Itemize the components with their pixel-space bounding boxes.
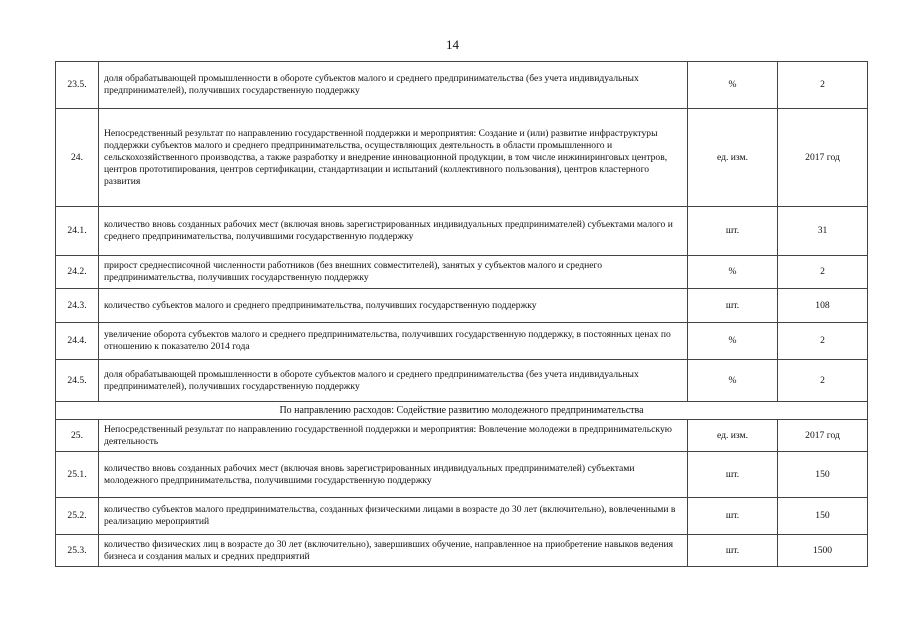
row-value: 2017 год (778, 109, 868, 207)
row-description: доля обрабатывающей промышленности в обороте субъектов малого и среднего предпринимательства (без учета индивидуальных предпринимателей), получивших государственную поддержку (99, 62, 688, 109)
row-unit: шт. (688, 535, 778, 567)
row-number: 24. (56, 109, 99, 207)
row-description: прирост среднесписочной численности работников (без внешних совместителей), занятых у субъектов малого и среднего предпринимательства, получивших государственную поддержку (99, 256, 688, 289)
table-row (56, 289, 868, 323)
row-unit: % (688, 62, 778, 109)
table-row (56, 207, 868, 256)
row-number: 25.2. (56, 498, 99, 535)
row-number: 24.5. (56, 360, 99, 402)
row-number: 24.2. (56, 256, 99, 289)
row-value: 2 (778, 360, 868, 402)
row-number: 25. (56, 420, 99, 452)
table-row (56, 109, 868, 207)
row-description: Непосредственный результат по направлению государственной поддержки и мероприятия: Вовлечение молодежи в предпринимательскую деятельность (99, 420, 688, 452)
row-number: 23.5. (56, 62, 99, 109)
row-unit: шт. (688, 207, 778, 256)
row-number: 24.1. (56, 207, 99, 256)
row-value: 2 (778, 62, 868, 109)
row-number: 25.1. (56, 452, 99, 498)
row-unit: ед. изм. (688, 109, 778, 207)
row-description: количество физических лиц в возрасте до 30 лет (включительно), завершивших обучение, направленное на приобретение навыков ведения бизнеса и создания малых и средних предприятий (99, 535, 688, 567)
table-row (56, 256, 868, 289)
row-description: увеличение оборота субъектов малого и среднего предпринимательства, получивших государственную поддержку, в постоянных ценах по отношению к показателю 2014 года (99, 323, 688, 360)
row-value: 108 (778, 289, 868, 323)
table-row (56, 452, 868, 498)
row-unit: шт. (688, 289, 778, 323)
table-row (56, 323, 868, 360)
row-value: 1500 (778, 535, 868, 567)
page-number: 14 (446, 37, 459, 52)
row-number: 24.3. (56, 289, 99, 323)
row-value: 2017 год (778, 420, 868, 452)
row-description: количество вновь созданных рабочих мест (включая вновь зарегистрированных индивидуальных предпринимателей) субъектами молодежного предпринимательства, получившими государственную поддержку (99, 452, 688, 498)
row-description: доля обрабатывающей промышленности в обороте субъектов малого и среднего предпринимательства (без учета индивидуальных предпринимателей), получивших государственную поддержку (99, 360, 688, 402)
table-row (56, 535, 868, 567)
row-unit: % (688, 256, 778, 289)
row-unit: % (688, 360, 778, 402)
row-description: Непосредственный результат по направлению государственной поддержки и мероприятия: Создание и (или) развитие инфраструктуры поддержки субъектов малого и среднего предпринимательства, осуществляющих деятельность в области промышленного и сельскохозяйственного производства, а также разработку и внедрение инновационной продукции, в том числе инжиниринговых центров, центров прототипирования, центров сертификации, стандартизации и испытаний (коллективного пользования), центров кластерного развития (99, 109, 688, 207)
row-number: 24.4. (56, 323, 99, 360)
row-description: количество субъектов малого и среднего предпринимательства, получивших государственную поддержку (99, 289, 688, 323)
row-value: 2 (778, 256, 868, 289)
row-unit: ед. изм. (688, 420, 778, 452)
table-row (56, 360, 868, 402)
row-value: 2 (778, 323, 868, 360)
row-description: количество субъектов малого предпринимательства, созданных физическими лицами в возрасте до 30 лет (включительно), вовлеченными в реализацию мероприятий (99, 498, 688, 535)
indicators-table (55, 61, 868, 567)
row-description: количество вновь созданных рабочих мест (включая вновь зарегистрированных индивидуальных предпринимателей) субъектами малого и среднего предпринимательства, получившими государственную поддержку (99, 207, 688, 256)
section-row (56, 402, 868, 420)
row-number: 25.3. (56, 535, 99, 567)
row-unit: шт. (688, 452, 778, 498)
row-value: 31 (778, 207, 868, 256)
section-title: По направлению расходов: Содействие развитию молодежного предпринимательства (56, 402, 868, 420)
row-value: 150 (778, 452, 868, 498)
table-row (56, 498, 868, 535)
row-value: 150 (778, 498, 868, 535)
row-unit: % (688, 323, 778, 360)
table-row (56, 62, 868, 109)
row-unit: шт. (688, 498, 778, 535)
table-row (56, 420, 868, 452)
